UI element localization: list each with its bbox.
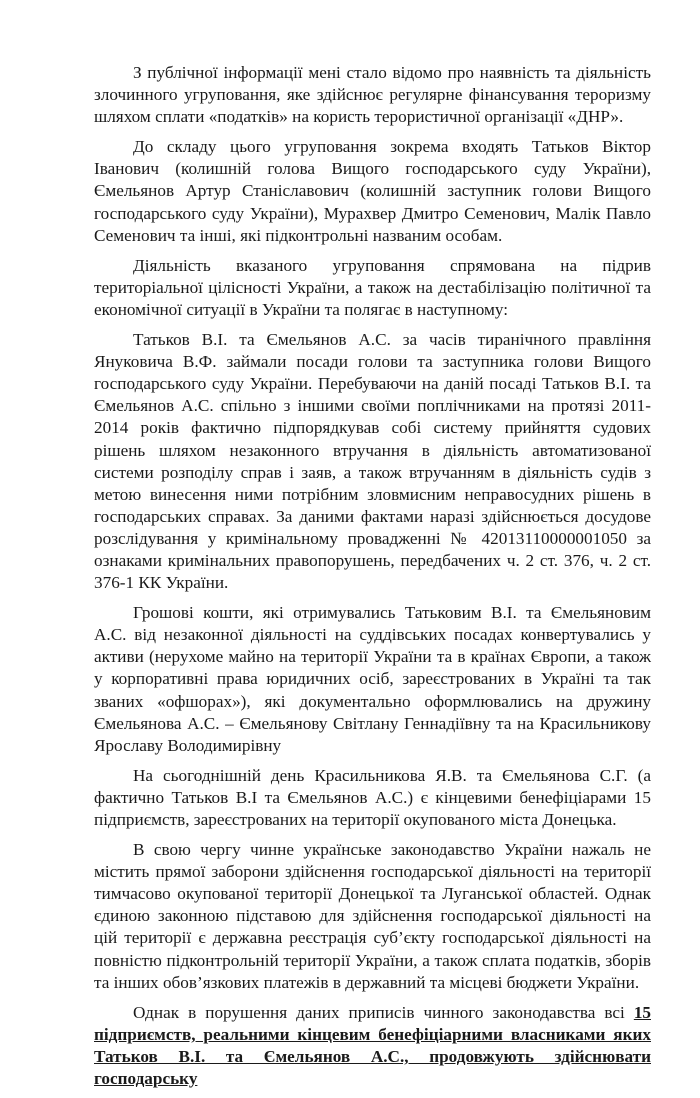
paragraph-funds-conversion: Грошові кошти, які отримувались Татьковим В.І. та Ємельяновим А.С. від незаконної діяльності на суддівських посадах конвертувались у активи (нерухоме майно на території України та в країнах Європи, а також у корпоративні права юридичних осіб, зареєстрованих в Україні та так званих «офшорах»), які документально оформлювались на дружину Ємельянова А.С. – Ємельянову Світлану Геннадіївну та на Красильникову Ярославу Володимирівну — [94, 603, 651, 755]
violation-text-emphasis: 15 підприємств, реальними кінцевим бенефіціарними власниками яких Татьков В.І. та Ємельянов А.С., продовжують здійснювати господарську — [94, 1002, 651, 1089]
paragraph-legislation: В свою чергу чинне українське законодавство України нажаль не містить прямої заборони здійснення господарської діяльності на території тимчасово окупованої території Донецької та Луганської областей. Однак єдиною законною підставою для здійснення господарської діяльності на цій території є державна реєстрація суб’єкту господарської діяльності на повністю підконтрольній території України, а також сплата податків, зборів та інших обов’язкових платежів в державний та місцеві бюджети України. — [94, 840, 651, 992]
document-page — [94, 62, 651, 1098]
paragraph-court-positions: Татьков В.І. та Ємельянов А.С. за часів тиранічного правління Януковича В.Ф. займали посади голови та заступника голови Вищого господарського суду України. Перебуваючи на даній посаді Татьков В.І. та Ємельянов А.С. спільно з іншими своїми поплічниками на протязі 2011-2014 років фактично підпорядкував собі систему прийняття судових рішень шляхом незаконного втручання в діяльність автоматизованої системи розподілу справ і заяв, а також втручанням в діяльність судів з метою винесення ними потрібним зловмисним неправосудних рішень в господарських справах. За даними фактами наразі здійснюється досудове розслідування у кримінальному провадженні № 42013110000001050 за ознаками кримінальних правопорушень, передбачених ч. 2 ст. 376, ч. 2 ст. 376-1 КК України. — [94, 330, 651, 593]
paragraph-group-members: До складу цього угруповання зокрема входять Татьков Віктор Іванович (колишній голова Вищого господарського суду України), Ємельянов Артур Станіславович (колишній заступник голови Вищого господарського суду України), Мурахвер Дмитро Семенович, Малік Павло Семенович та інші, які підконтрольні названим особам. — [94, 137, 651, 245]
paragraph-group-activity: Діяльність вказаного угруповання спрямована на підрив територіальної цілісності України, а також на дестабілізацію політичної та економічної ситуації в України та полягає в наступному: — [94, 255, 651, 319]
paragraph-violation — [94, 1002, 651, 1090]
paragraph-public-information: З публічної інформації мені стало відомо про наявність та діяльність злочинного угруповання, яке здійснює регулярне фінансування тероризму шляхом сплати «податків» на користь терористичної організації «ДНР». — [94, 63, 651, 127]
violation-text-plain: Однак в порушення даних приписів чинного законодавства всі — [133, 1002, 634, 1022]
paragraph-beneficiaries: На сьогоднішній день Красильникова Я.В. та Ємельянова С.Г. (а фактично Татьков В.І та Ємельянов А.С.) є кінцевими бенефіціарами 15 підприємств, зареєстрованих на території окупованого міста Донецька. — [94, 765, 651, 829]
